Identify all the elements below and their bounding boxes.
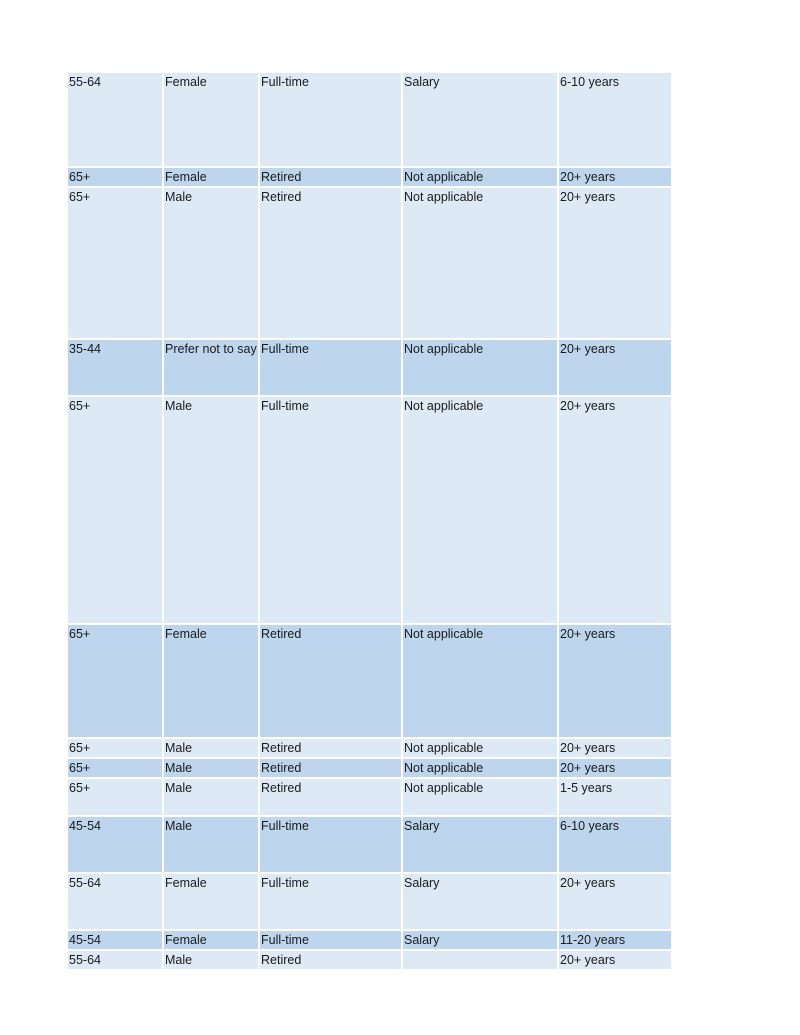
tenure-cell[interactable]: 6-10 years [558, 72, 672, 167]
tenure-cell[interactable]: 1-5 years [558, 778, 672, 816]
table-row [67, 738, 672, 758]
status-cell[interactable]: Retired [259, 738, 402, 758]
status-cell[interactable]: Full-time [259, 930, 402, 950]
pay-cell[interactable]: Not applicable [402, 758, 558, 778]
tenure-cell[interactable]: 6-10 years [558, 816, 672, 873]
table-row [67, 624, 672, 738]
pay-cell[interactable]: Not applicable [402, 167, 558, 187]
age-cell[interactable]: 45-54 [67, 816, 163, 873]
tenure-cell[interactable]: 20+ years [558, 950, 672, 970]
tenure-cell[interactable]: 20+ years [558, 396, 672, 624]
age-cell[interactable]: 65+ [67, 758, 163, 778]
table-row [67, 396, 672, 624]
tenure-cell[interactable]: 20+ years [558, 873, 672, 930]
age-cell[interactable]: 65+ [67, 187, 163, 339]
pay-cell[interactable]: Salary [402, 930, 558, 950]
spreadsheet-table [66, 71, 673, 971]
age-cell[interactable]: 55-64 [67, 72, 163, 167]
age-cell[interactable]: 45-54 [67, 930, 163, 950]
status-cell[interactable]: Full-time [259, 816, 402, 873]
status-cell[interactable]: Full-time [259, 72, 402, 167]
table-row [67, 187, 672, 339]
gender-cell[interactable]: Male [163, 187, 259, 339]
gender-cell[interactable]: Prefer not to say [163, 339, 259, 396]
status-cell[interactable]: Full-time [259, 873, 402, 930]
table-row [67, 950, 672, 970]
pay-cell[interactable]: Salary [402, 816, 558, 873]
status-cell[interactable]: Retired [259, 758, 402, 778]
table-row [67, 778, 672, 816]
status-cell[interactable]: Retired [259, 624, 402, 738]
pay-cell[interactable] [402, 950, 558, 970]
pay-cell[interactable]: Not applicable [402, 778, 558, 816]
status-cell[interactable]: Retired [259, 167, 402, 187]
pay-cell[interactable]: Salary [402, 72, 558, 167]
status-cell[interactable]: Retired [259, 950, 402, 970]
pay-cell[interactable]: Not applicable [402, 738, 558, 758]
table-row [67, 930, 672, 950]
tenure-cell[interactable]: 20+ years [558, 339, 672, 396]
pay-cell[interactable]: Not applicable [402, 339, 558, 396]
pay-cell[interactable]: Salary [402, 873, 558, 930]
pay-cell[interactable]: Not applicable [402, 187, 558, 339]
gender-cell[interactable]: Male [163, 738, 259, 758]
gender-cell[interactable]: Female [163, 167, 259, 187]
tenure-cell[interactable]: 20+ years [558, 167, 672, 187]
age-cell[interactable]: 55-64 [67, 873, 163, 930]
status-cell[interactable]: Retired [259, 187, 402, 339]
gender-cell[interactable]: Female [163, 930, 259, 950]
status-cell[interactable]: Full-time [259, 339, 402, 396]
age-cell[interactable]: 65+ [67, 624, 163, 738]
table-row [67, 167, 672, 187]
table-row [67, 339, 672, 396]
gender-cell[interactable]: Female [163, 873, 259, 930]
tenure-cell[interactable]: 20+ years [558, 187, 672, 339]
gender-cell[interactable]: Female [163, 72, 259, 167]
table-row [67, 758, 672, 778]
status-cell[interactable]: Full-time [259, 396, 402, 624]
tenure-cell[interactable]: 11-20 years [558, 930, 672, 950]
age-cell[interactable]: 65+ [67, 167, 163, 187]
age-cell[interactable]: 65+ [67, 396, 163, 624]
age-cell[interactable]: 65+ [67, 778, 163, 816]
tenure-cell[interactable]: 20+ years [558, 758, 672, 778]
table-row [67, 816, 672, 873]
pay-cell[interactable]: Not applicable [402, 624, 558, 738]
gender-cell[interactable]: Male [163, 816, 259, 873]
gender-cell[interactable]: Male [163, 778, 259, 816]
tenure-cell[interactable]: 20+ years [558, 624, 672, 738]
table-row [67, 873, 672, 930]
table-row [67, 72, 672, 167]
gender-cell[interactable]: Male [163, 396, 259, 624]
status-cell[interactable]: Retired [259, 778, 402, 816]
tenure-cell[interactable]: 20+ years [558, 738, 672, 758]
gender-cell[interactable]: Male [163, 950, 259, 970]
age-cell[interactable]: 65+ [67, 738, 163, 758]
gender-cell[interactable]: Female [163, 624, 259, 738]
age-cell[interactable]: 55-64 [67, 950, 163, 970]
gender-cell[interactable]: Male [163, 758, 259, 778]
age-cell[interactable]: 35-44 [67, 339, 163, 396]
pay-cell[interactable]: Not applicable [402, 396, 558, 624]
